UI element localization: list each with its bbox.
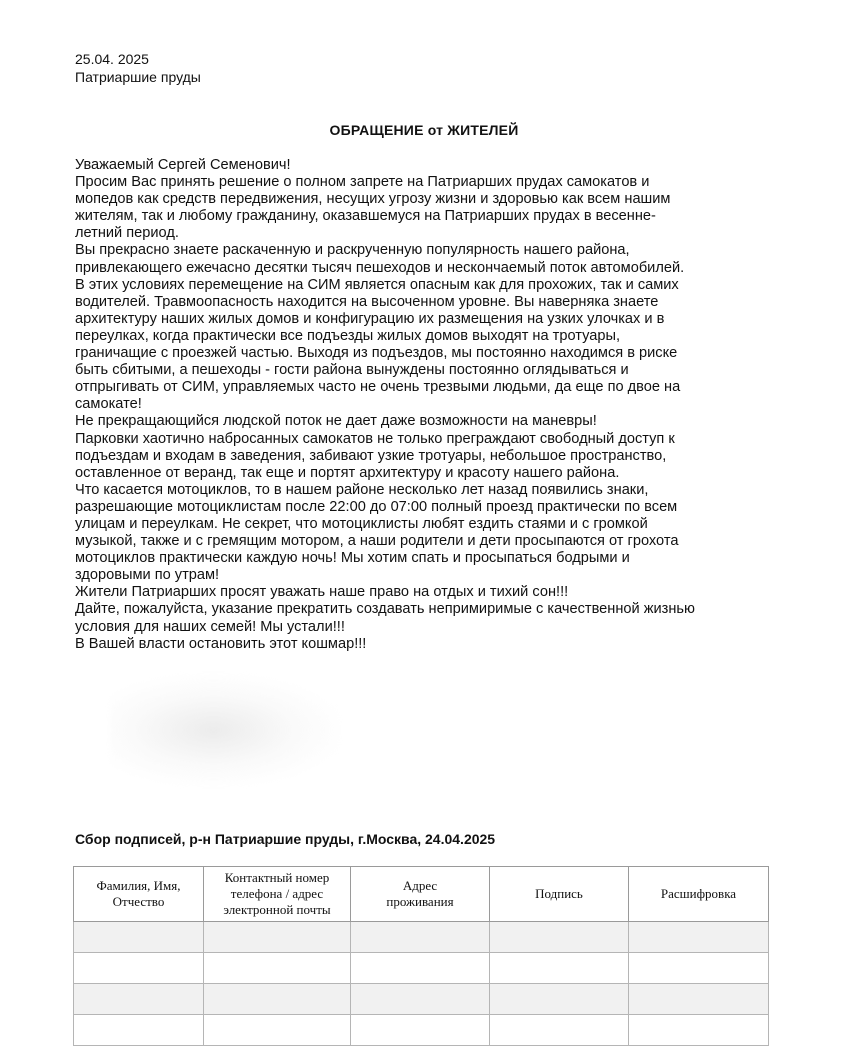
table-row: [74, 922, 769, 953]
document-title: ОБРАЩЕНИЕ от ЖИТЕЛЕЙ: [329, 122, 519, 138]
body-paragraph: В этих условиях перемещение на СИМ является опасным как для прохожих, так и самих водителей. Травмоопасность находится на высоченном уровне. Вы наверняка знаете архитектуру наших жилых домов и конфигурацию их размещения на узких улочках и в переулках, когда практически все подъезды жилых домов выходят на тротуары, граничащие с проезжей частью. Выходя из подъездов, мы постоянно находимся в риске быть сбитыми, а пешеходы - гости района вынуждены постоянно оглядываться и отпрыгивать от СИМ, управляемых часто не очень трезвыми людьми, да еще по двое на самокате!: [75, 276, 681, 413]
table-row: [74, 953, 769, 984]
body-paragraph: В Вашей власти остановить этот кошмар!!!: [75, 635, 367, 652]
body-paragraph: Просим Вас принять решение о полном запрете на Патриарших прудах самокатов и мопедов как средств передвижения, несущих угрозу жизни и здоровью как всем нашим жителям, так и любому гражданину, оказавшемуся на Патриарших прудах в весенне- летний период.: [75, 174, 671, 242]
blurred-signature-area: [110, 675, 340, 785]
table-cell[interactable]: [74, 1015, 204, 1046]
table-cell[interactable]: [351, 984, 490, 1015]
body-paragraph: Вы прекрасно знаете раскаченную и раскрученную популярность нашего района, привлекающего ежечасно десятки тысяч пешеходов и нескончаемый поток автомобилей.: [75, 242, 685, 276]
column-header-decoding: Расшифровка: [629, 867, 769, 922]
document-date: 25.04. 2025: [75, 51, 149, 67]
table-cell[interactable]: [74, 953, 204, 984]
document-place: Патриаршие пруды: [75, 69, 201, 85]
table-cell[interactable]: [490, 953, 629, 984]
signature-collection-title: Сбор подписей, р-н Патриаршие пруды, г.Москва, 24.04.2025: [75, 831, 496, 847]
column-header-contact: Контактный номер телефона / адрес электронной почты: [204, 867, 351, 922]
table-cell[interactable]: [204, 953, 351, 984]
table-row: [74, 1015, 769, 1046]
body-paragraph: Парковки хаотично набросанных самокатов не только преграждают свободный доступ к подъездам и входам в заведения, забивают узкие тротуары, небольшое пространство, оставленное от веранд, так еще и портят архитектуру и красоту нашего района.: [75, 430, 675, 481]
column-header-full-name: Фамилия, Имя, Отчество: [74, 867, 204, 922]
table-cell[interactable]: [490, 984, 629, 1015]
table-cell[interactable]: [204, 922, 351, 953]
signature-table: [73, 866, 769, 1046]
table-cell[interactable]: [74, 984, 204, 1015]
table-cell[interactable]: [204, 1015, 351, 1046]
table-cell[interactable]: [629, 922, 769, 953]
table-cell[interactable]: [351, 1015, 490, 1046]
body-paragraph: Что касается мотоциклов, то в нашем районе несколько лет назад появились знаки, разрешающие мотоциклистам после 22:00 до 07:00 полный проезд практически по всем улицам и переулкам. Не секрет, что мотоциклисты любят ездить стаями и с громкой музыкой, также и с гремящим мотором, а наши родители и дети просыпаются от грохота мотоциклов практически каждую ночь! Мы хотим спать и просыпаться бодрыми и здоровыми по утрам!: [75, 481, 679, 584]
column-header-signature: Подпись: [490, 867, 629, 922]
table-cell[interactable]: [629, 953, 769, 984]
body-paragraph: Не прекращающийся людской поток не дает даже возможности на маневры!: [75, 413, 597, 430]
table-cell[interactable]: [629, 984, 769, 1015]
body-paragraph: Дайте, пожалуйста, указание прекратить создавать непримиримые с качественной жизнью условия для наших семей! Мы устали!!!: [75, 601, 695, 635]
table-cell[interactable]: [629, 1015, 769, 1046]
table-row: [74, 984, 769, 1015]
body-paragraph: Жители Патриарших просят уважать наше право на отдых и тихий сон!!!: [75, 584, 569, 601]
table-cell[interactable]: [74, 922, 204, 953]
table-header-row: [74, 867, 769, 922]
table-cell[interactable]: [351, 922, 490, 953]
body-paragraph: Уважаемый Сергей Семенович!: [75, 157, 291, 173]
letter-body: [75, 157, 785, 653]
table-cell[interactable]: [490, 922, 629, 953]
column-header-address: Адрес проживания: [351, 867, 490, 922]
table-cell[interactable]: [490, 1015, 629, 1046]
table-cell[interactable]: [204, 984, 351, 1015]
table-cell[interactable]: [351, 953, 490, 984]
